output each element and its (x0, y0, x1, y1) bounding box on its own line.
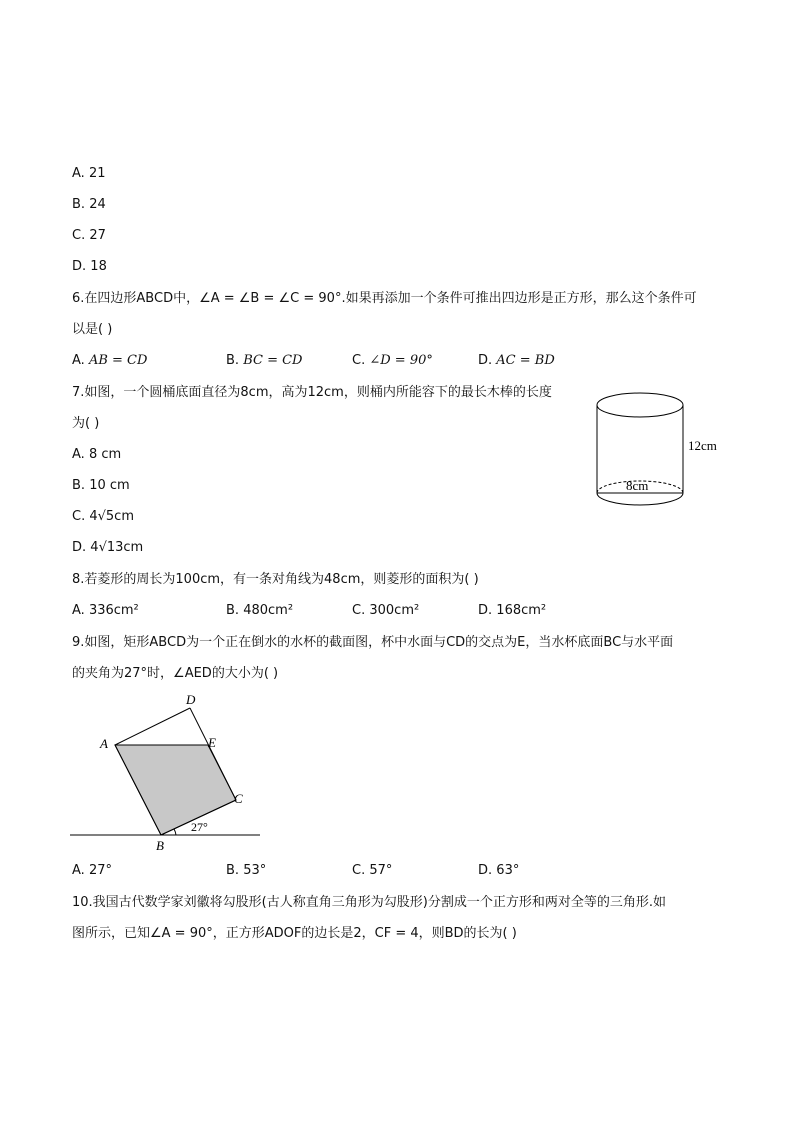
option-text: 18 (90, 259, 107, 274)
option-letter: C. (352, 603, 366, 618)
option-letter: C. (72, 228, 86, 243)
option-letter: B. (72, 478, 86, 493)
option-text: 336cm² (88, 603, 139, 618)
q10-stem-line2: 图所示，已知∠A = 90°，正方形ADOF的边长是2，CF = 4，则BD的长为( ) (72, 926, 517, 941)
option-letter: C. (352, 353, 366, 368)
angle-label: 27° (191, 820, 208, 834)
label-d: D (186, 692, 196, 707)
q8-option-b[interactable] (226, 602, 293, 620)
q5-option-c[interactable] (72, 227, 106, 245)
option-text: 24 (89, 197, 106, 212)
option-letter: D. (478, 863, 493, 878)
option-letter: D. (478, 353, 493, 368)
q8-option-d[interactable] (478, 602, 546, 620)
q5-option-b[interactable] (72, 196, 106, 214)
q9-stem-line2: 的夹角为27°时，∠AED的大小为( ) (72, 666, 279, 681)
option-text: 168cm² (496, 603, 547, 618)
cylinder-bottom-front (597, 493, 683, 505)
option-text: 4√5cm (89, 509, 134, 524)
option-text: AC = BD (496, 353, 555, 368)
water-region (115, 745, 236, 835)
option-text: 27 (89, 228, 106, 243)
option-text: 480cm² (243, 603, 294, 618)
label-a: A (100, 736, 108, 751)
q9-option-d[interactable] (478, 862, 519, 880)
option-letter: A. (72, 166, 85, 181)
option-text: 21 (88, 166, 106, 181)
q6-stem-line2: 以是( ) (72, 322, 113, 337)
option-text: 10 cm (89, 478, 130, 493)
label-b: B (156, 838, 164, 853)
q5-option-a[interactable] (72, 165, 105, 183)
q8-option-c[interactable] (352, 602, 419, 620)
q9-option-b[interactable] (226, 862, 266, 880)
q9-stem-line1: 9.如图，矩形ABCD为一个正在倒水的水杯的截面图，杯中水面与CD的交点为E，当水杯底面BC与水平面 (72, 635, 674, 650)
q9-option-c[interactable] (352, 862, 392, 880)
option-letter: A. (72, 603, 85, 618)
q5-option-d[interactable] (72, 258, 107, 276)
tilted-cup-figure (70, 690, 270, 855)
q6-option-a[interactable] (72, 352, 147, 370)
option-letter: D. (72, 540, 87, 555)
option-letter: B. (226, 863, 240, 878)
option-text: 300cm² (369, 603, 420, 618)
option-text: ∠D = 90° (369, 353, 433, 368)
q8-option-a[interactable] (72, 602, 139, 620)
cylinder-figure (590, 385, 730, 515)
q7-option-c[interactable] (72, 508, 134, 526)
option-text: 57° (369, 863, 393, 878)
q7-option-a[interactable] (72, 446, 121, 464)
option-letter: D. (72, 259, 87, 274)
option-letter: B. (72, 197, 86, 212)
option-letter: C. (72, 509, 86, 524)
height-label: 12cm (688, 438, 717, 453)
option-letter: A. (72, 447, 85, 462)
side-ad (115, 708, 190, 745)
option-letter: A. (72, 863, 85, 878)
diameter-label: 8cm (626, 478, 649, 493)
option-text: AB = CD (88, 353, 148, 368)
angle-arc (174, 829, 176, 835)
q7-stem-line1: 7.如图，一个圆桶底面直径为8cm，高为12cm，则桶内所能容下的最长木棒的长度 (72, 385, 552, 400)
q10-stem-line1: 10.我国古代数学家刘徽将勾股形(古人称直角三角形为勾股形)分割成一个正方形和两对全等的三角形.如 (72, 895, 666, 910)
q6-option-b[interactable] (226, 352, 302, 370)
option-text: 53° (243, 863, 267, 878)
q9-option-a[interactable] (72, 862, 112, 880)
q7-stem-line2: 为( ) (72, 416, 100, 431)
label-e: E (208, 735, 216, 750)
q7-option-d[interactable] (72, 539, 143, 557)
option-letter: B. (226, 353, 240, 368)
label-c: C (234, 791, 243, 806)
option-text: 27° (88, 863, 112, 878)
option-text: 63° (496, 863, 520, 878)
q8-stem-line1: 8.若菱形的周长为100cm，有一条对角线为48cm，则菱形的面积为( ) (72, 572, 479, 587)
option-text: BC = CD (243, 353, 303, 368)
option-text: 8 cm (88, 447, 122, 462)
q6-option-d[interactable] (478, 352, 555, 370)
option-text: 4√13cm (90, 540, 144, 555)
q6-stem-line1: 6.在四边形ABCD中，∠A = ∠B = ∠C = 90°.如果再添加一个条件可推出四边形是正方形，那么这个条件可 (72, 291, 697, 306)
q7-option-b[interactable] (72, 477, 130, 495)
q6-option-c[interactable] (352, 352, 433, 370)
option-letter: A. (72, 353, 85, 368)
option-letter: D. (478, 603, 493, 618)
cylinder-top-ellipse (597, 393, 683, 417)
option-letter: C. (352, 863, 366, 878)
option-letter: B. (226, 603, 240, 618)
